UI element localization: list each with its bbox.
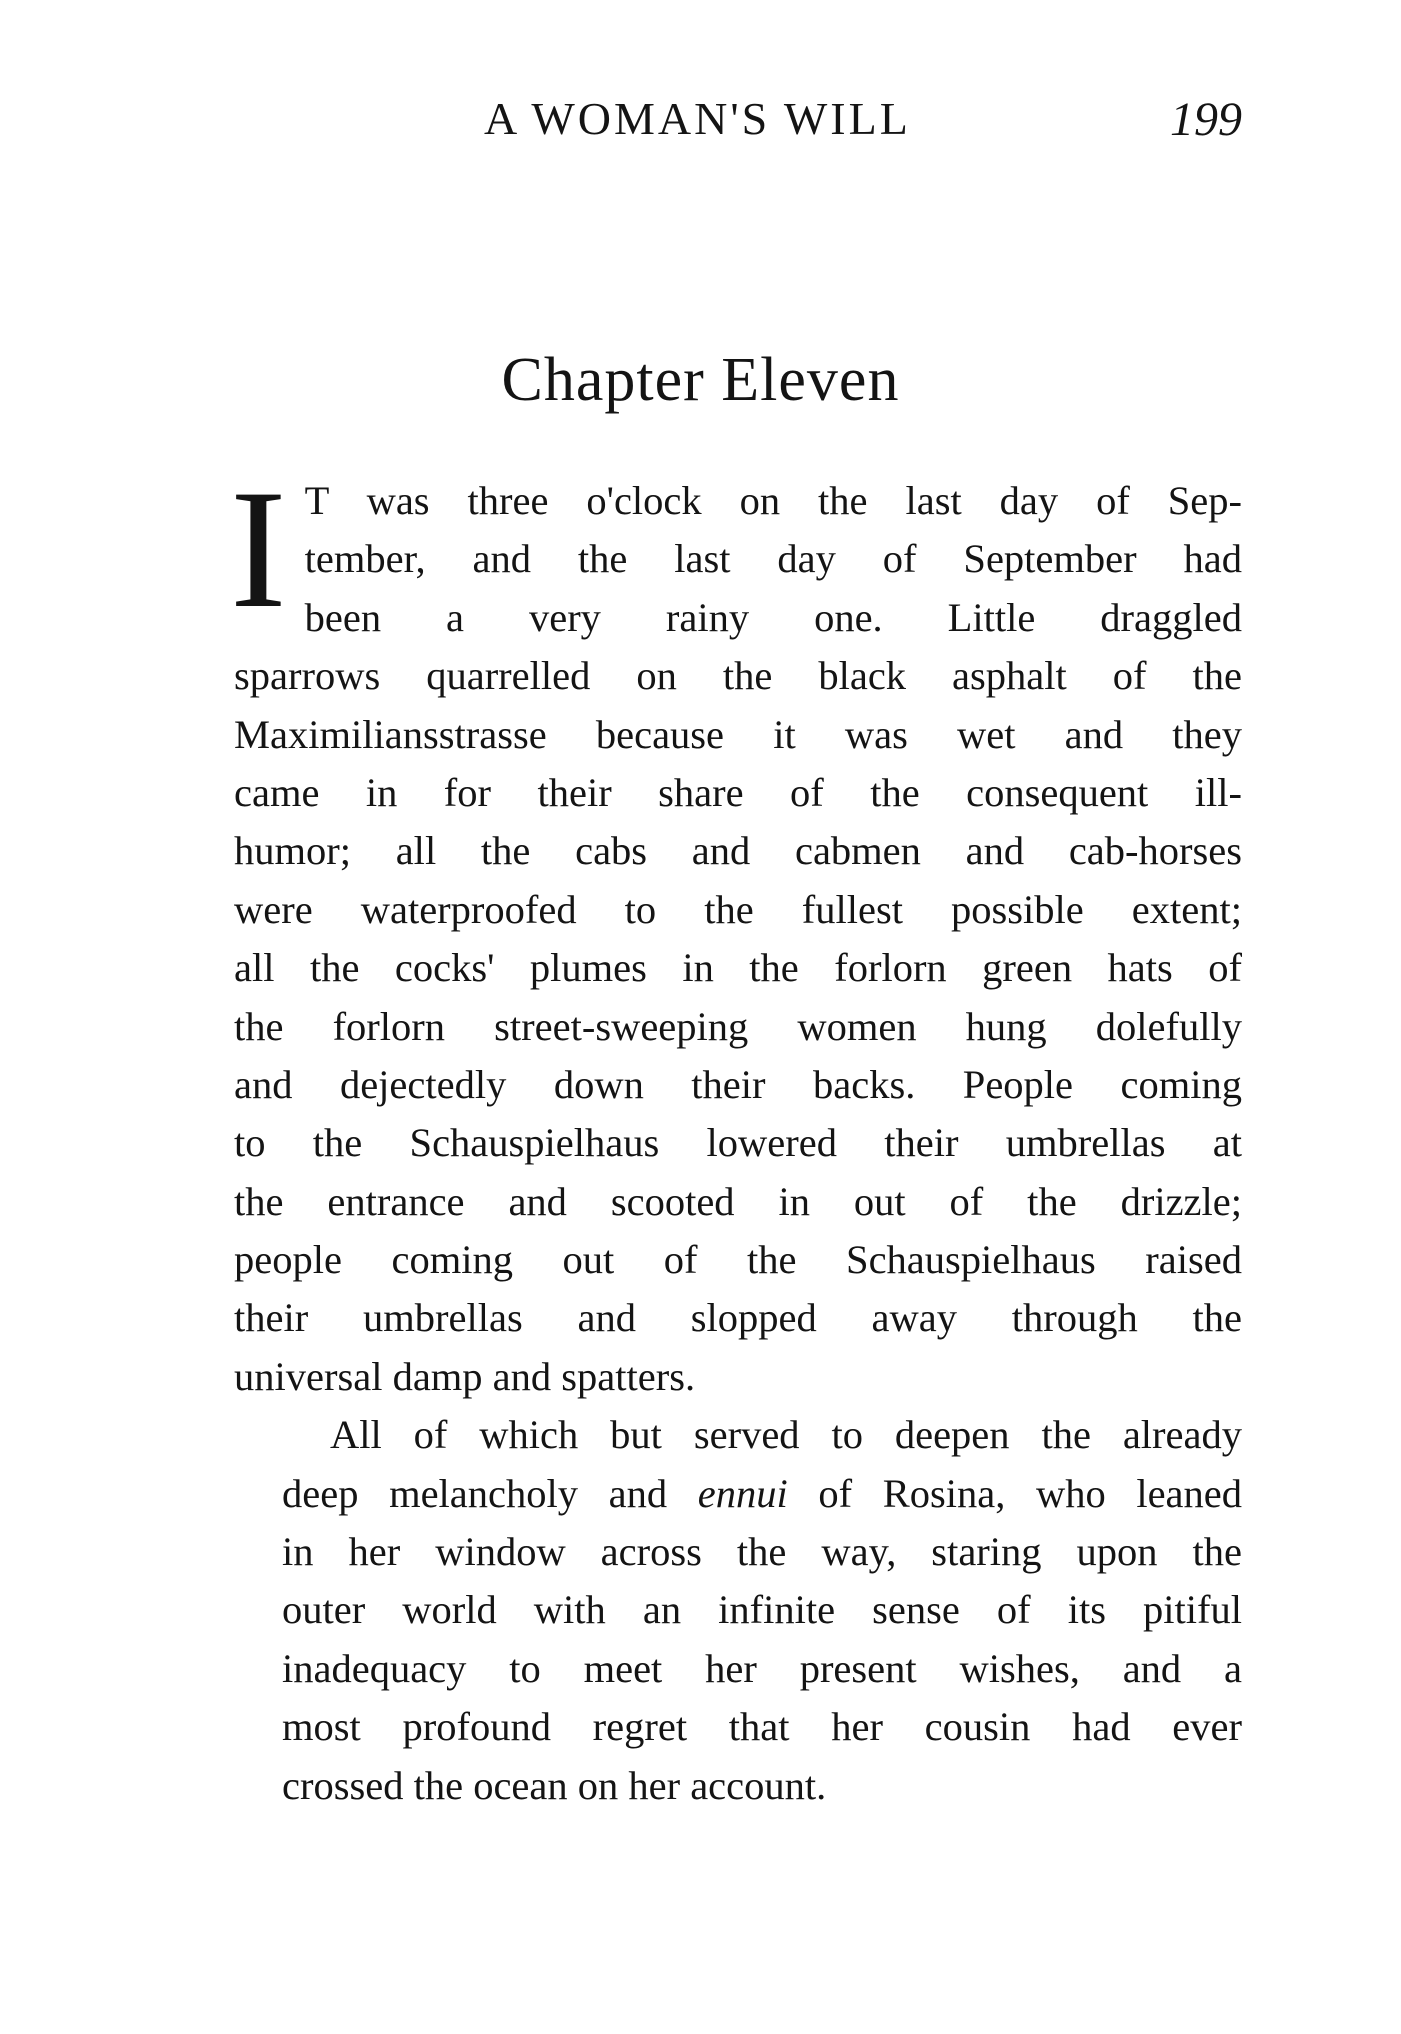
text-line: universal damp and spatters. [234, 1353, 696, 1399]
text-line: been a very rainy one. Little draggled [304, 594, 1242, 640]
text-segment: of Rosina, who leaned [787, 1470, 1242, 1516]
text-line: inadequacy to meet her present wishes, and a [282, 1645, 1242, 1691]
text-line-with-italic [234, 1465, 1242, 1523]
text-line: to the Schauspielhaus lowered their umbrellas at [234, 1120, 1242, 1166]
text-line: came in for their share of the consequent ill- [234, 769, 1242, 815]
text-line: humor; all the cabs and cabmen and cab-horses [234, 828, 1242, 874]
text-line: in her window across the way, staring upon the [282, 1529, 1242, 1575]
text-line: All of which but served to deepen the already [330, 1412, 1242, 1458]
text-line: people coming out of the Schauspielhaus raised [234, 1237, 1242, 1283]
italic-word: ennui [697, 1470, 788, 1516]
page-number: 199 [1170, 93, 1242, 146]
text-line: T was three o'clock on the last day of Sep- [304, 478, 1242, 523]
text-line: their umbrellas and slopped away through the [234, 1295, 1242, 1341]
text-line: Maximiliansstrasse because it was wet and they [234, 711, 1242, 757]
text-line: were waterproofed to the fullest possible extent; [234, 886, 1242, 932]
running-title: A WOMAN'S WILL [484, 93, 911, 144]
running-head [232, 92, 1242, 152]
text-line: all the cocks' plumes in the forlorn green hats of [234, 945, 1242, 991]
text-line: the forlorn street-sweeping women hung dolefully [234, 1003, 1242, 1049]
text-line: the entrance and scooted in out of the drizzle; [234, 1178, 1242, 1224]
text-segment: deep melancholy and [282, 1470, 698, 1516]
chapter-title: Chapter Eleven [501, 346, 900, 414]
paragraph-1 [230, 455, 1242, 1406]
paragraph-2 [234, 1406, 1242, 1815]
text-line: crossed the ocean on her account. [282, 1762, 827, 1808]
text-line: outer world with an infinite sense of its pitiful [282, 1587, 1242, 1633]
text-line: most profound regret that her cousin had ever [282, 1704, 1242, 1750]
text-line: and dejectedly down their backs. People coming [234, 1061, 1242, 1107]
drop-cap: I [230, 455, 287, 643]
text-line: sparrows quarrelled on the black asphalt of the [234, 653, 1242, 699]
text-line: tember, and the last day of September had [304, 536, 1242, 582]
body-text [230, 455, 1242, 1815]
